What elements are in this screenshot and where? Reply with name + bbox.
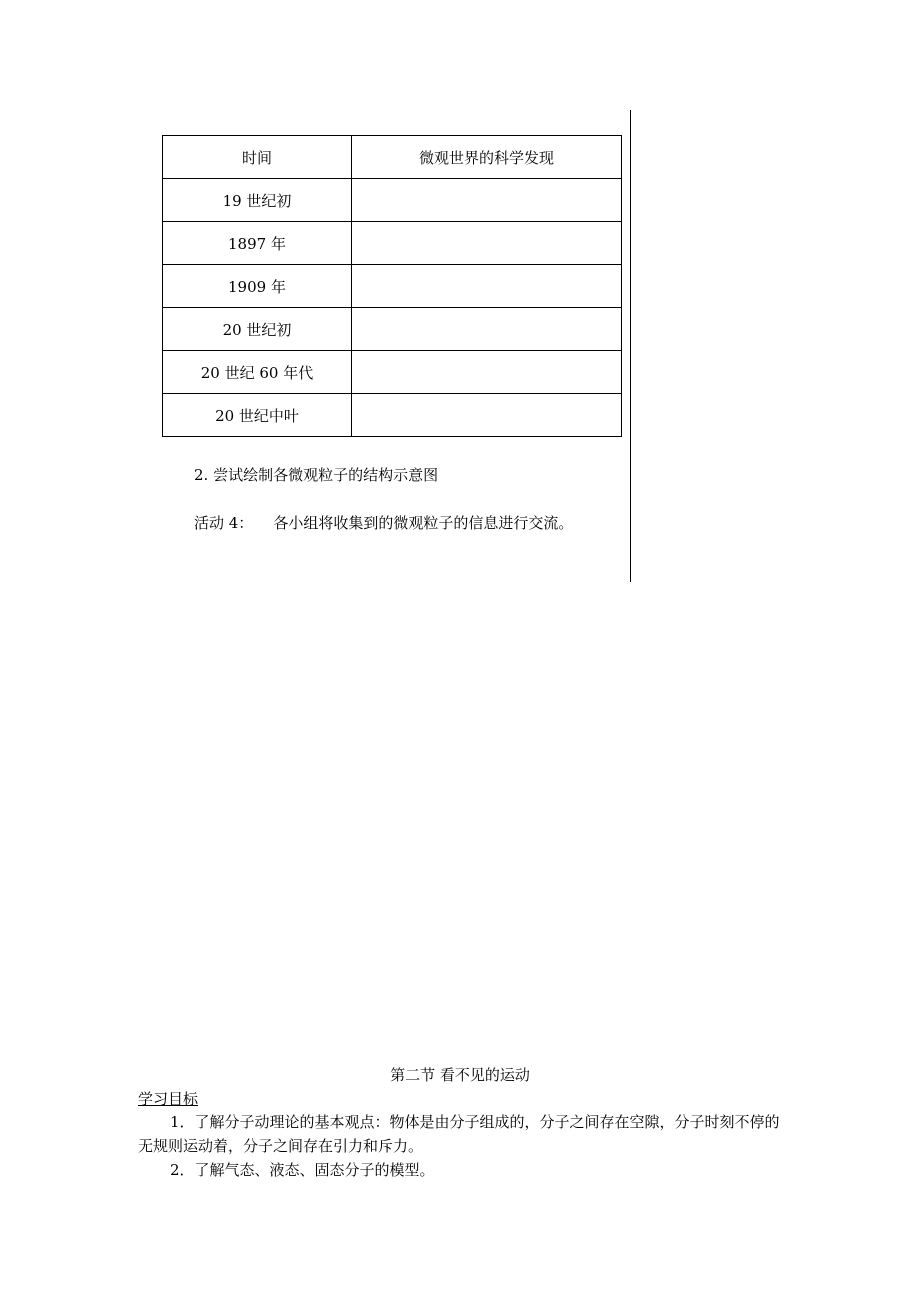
- time-cell: 1909 年: [163, 265, 352, 308]
- time-cell: 1897 年: [163, 222, 352, 265]
- table-row: [163, 351, 622, 394]
- activity-4-label: 活动 4：: [194, 514, 254, 532]
- discovery-cell[interactable]: [352, 308, 622, 351]
- table-row: [163, 394, 622, 437]
- activity-4-text: 各小组将收集到的微观粒子的信息进行交流。: [273, 514, 574, 532]
- discovery-timeline-table: [162, 135, 622, 437]
- activity-4: [194, 512, 573, 533]
- time-cell: 20 世纪中叶: [163, 394, 352, 437]
- time-cell: 20 世纪 60 年代: [163, 351, 352, 394]
- section-title: 第二节 看不见的运动: [390, 1066, 530, 1084]
- margin-rule: [630, 110, 631, 582]
- time-cell: 19 世纪初: [163, 179, 352, 222]
- table-row: [163, 179, 622, 222]
- learning-goal-2: 2．了解气态、液态、固态分子的模型。: [170, 1161, 435, 1179]
- discovery-cell[interactable]: [352, 351, 622, 394]
- table-header-row: [163, 136, 622, 179]
- discovery-cell[interactable]: [352, 394, 622, 437]
- header-time: 时间: [163, 136, 352, 179]
- learning-goal-1: 1．了解分子动理论的基本观点：物体是由分子组成的，分子之间存在空隙，分子时刻不停的无规则运动着，分子之间存在引力和斥力。: [138, 1113, 780, 1155]
- discovery-cell[interactable]: [352, 179, 622, 222]
- time-cell: 20 世纪初: [163, 308, 352, 351]
- discovery-cell[interactable]: [352, 265, 622, 308]
- table-row: [163, 265, 622, 308]
- header-discovery: 微观世界的科学发现: [352, 136, 622, 179]
- table-row: [163, 222, 622, 265]
- discovery-cell[interactable]: [352, 222, 622, 265]
- learning-goals-heading: 学习目标: [138, 1090, 199, 1108]
- table-row: [163, 308, 622, 351]
- task-2-text: 2. 尝试绘制各微观粒子的结构示意图: [194, 466, 439, 484]
